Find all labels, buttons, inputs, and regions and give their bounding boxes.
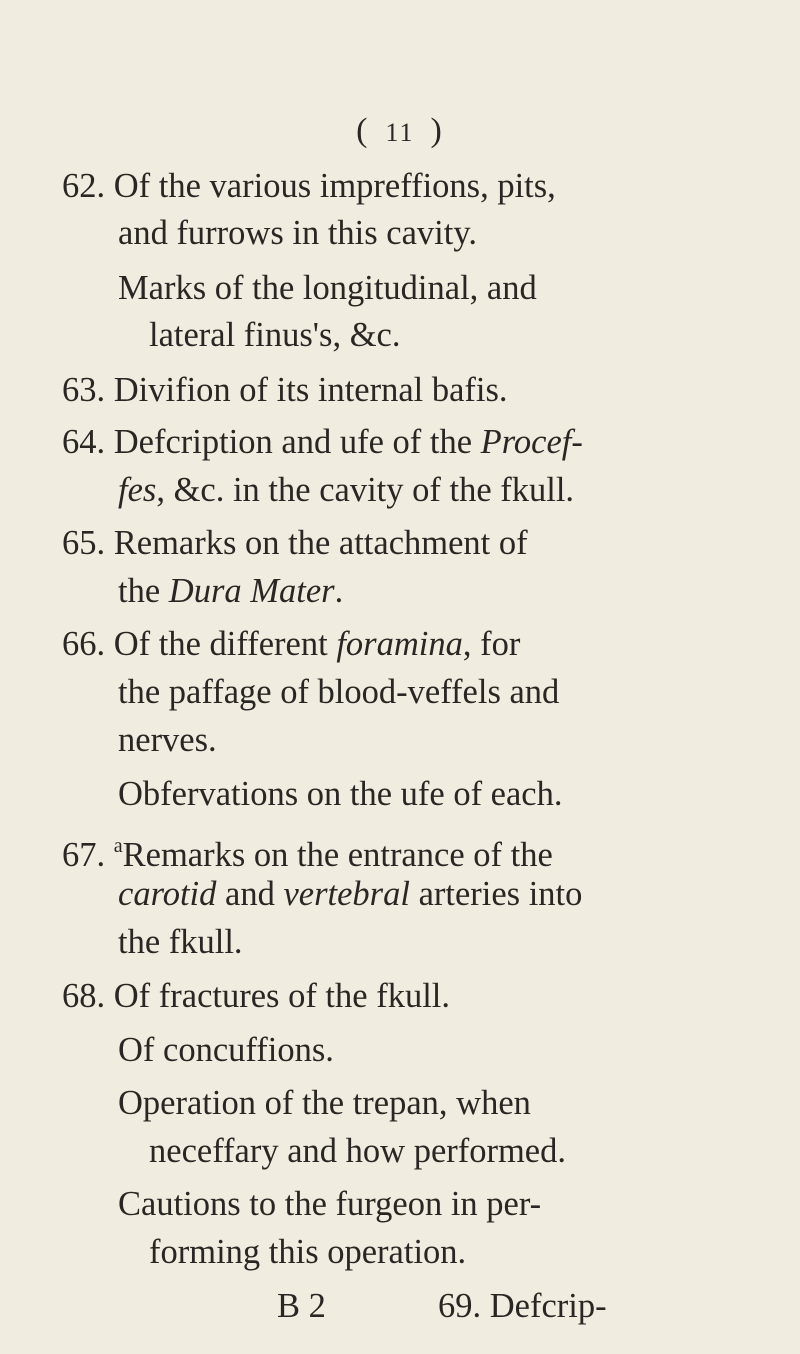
marks-line-1: Marks of the longitudinal, and bbox=[118, 269, 537, 307]
entry-67-line-1: 67. $^a$Remarks on the entrance of the bbox=[62, 835, 553, 874]
cautions-line-1: Cautions to the furgeon in per- bbox=[118, 1185, 542, 1223]
entry-62-line-1: 62. Of the various impreffions, pits, bbox=[62, 167, 556, 205]
entry-67-line-2: carotid and vertebral arteries into bbox=[118, 875, 583, 913]
entry-65-line-2: the Dura Mater. bbox=[118, 572, 344, 610]
observations-line: Obfervations on the ufe of each. bbox=[118, 775, 563, 813]
entry-63: 63. Divifion of its internal bafis. bbox=[62, 371, 508, 409]
entry-67-line-3: the fkull. bbox=[118, 923, 243, 961]
entry-62-line-2: and furrows in this cavity. bbox=[118, 214, 477, 252]
cautions-line-2: forming this operation. bbox=[149, 1233, 467, 1271]
entry-65-line-1: 65. Remarks on the attachment of bbox=[62, 524, 528, 562]
signature-mark: B 2 bbox=[277, 1287, 326, 1325]
concussions-line: Of concuffions. bbox=[118, 1031, 334, 1069]
page-number: ( 11 ) bbox=[356, 112, 444, 149]
operation-line-1: Operation of the trepan, when bbox=[118, 1084, 531, 1122]
marks-line-2: lateral finus's, &c. bbox=[149, 316, 401, 354]
entry-66-line-2: the paffage of blood-veffels and bbox=[118, 673, 560, 711]
entry-66-line-1: 66. Of the different foramina, for bbox=[62, 625, 521, 663]
entry-66-line-3: nerves. bbox=[118, 721, 217, 759]
entry-64-line-2: fes, &c. in the cavity of the fkull. bbox=[118, 471, 575, 509]
entry-68: 68. Of fractures of the fkull. bbox=[62, 977, 450, 1015]
catchword: 69. Defcrip- bbox=[438, 1287, 607, 1325]
entry-64-line-1: 64. Defcription and ufe of the Procef- bbox=[62, 423, 583, 461]
operation-line-2: neceffary and how performed. bbox=[149, 1132, 566, 1170]
